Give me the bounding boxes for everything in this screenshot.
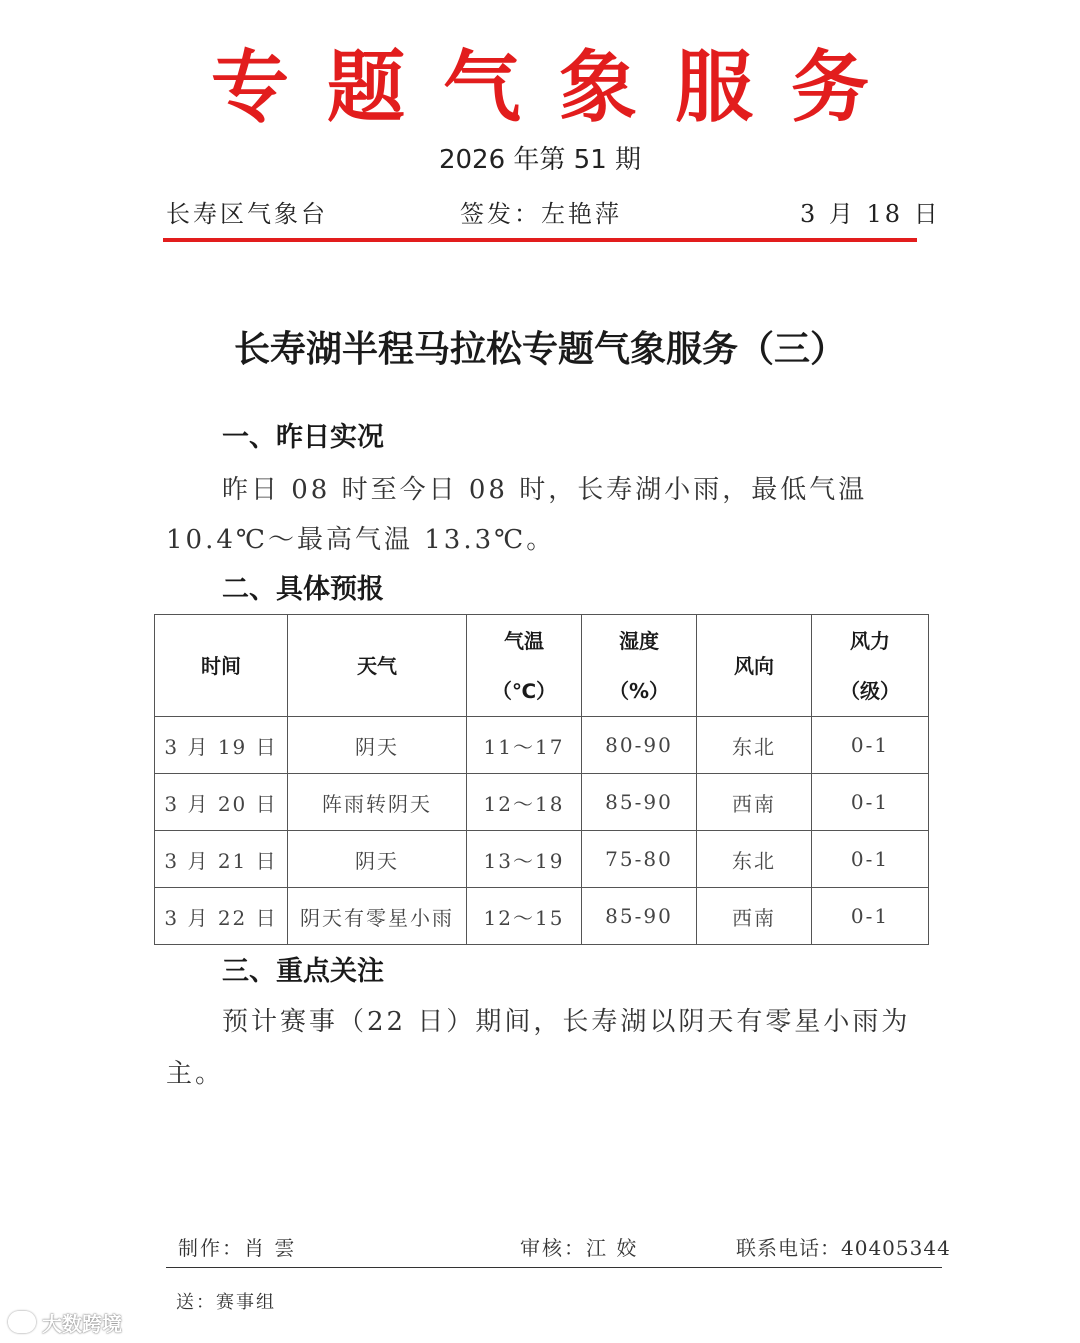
date-cell: 3 月 19 日 [155, 717, 288, 774]
humidity-cell: 85-90 [582, 774, 697, 831]
wind-direction-cell: 西南 [697, 888, 812, 945]
col-header-weather: 天气 [288, 615, 467, 717]
issue-date: 3 月 18 日 [800, 200, 941, 228]
col-header-time: 时间 [155, 615, 288, 717]
humidity-cell: 80-90 [582, 717, 697, 774]
forecast-table [154, 614, 929, 945]
footer-divider [166, 1267, 942, 1268]
wind-direction-cell: 东北 [697, 831, 812, 888]
section-heading-2: 二、具体预报 [222, 574, 384, 605]
send-to: 送：赛事组 [176, 1292, 276, 1313]
wind-force-cell: 0-1 [812, 717, 929, 774]
temperature-cell: 12～15 [467, 888, 582, 945]
wind-force-cell: 0-1 [812, 888, 929, 945]
weather-cell: 阵雨转阴天 [288, 774, 467, 831]
humidity-cell: 75-80 [582, 831, 697, 888]
issuer: 长寿区气象台 [166, 200, 328, 228]
focus-line-2: 主。 [166, 1059, 225, 1089]
date-cell: 3 月 20 日 [155, 774, 288, 831]
infinity-logo-icon [8, 1311, 36, 1333]
col-header-humidity: 湿度 （%） [582, 615, 697, 717]
section-heading-3: 三、重点关注 [222, 956, 384, 987]
col-header-wind-direction: 风向 [697, 615, 812, 717]
maker: 制作：肖 雲 [178, 1236, 297, 1260]
wind-direction-cell: 东北 [697, 717, 812, 774]
table-row [155, 888, 929, 945]
temperature-cell: 11～17 [467, 717, 582, 774]
section-heading-1: 一、昨日实况 [222, 422, 384, 453]
col-header-wind-force: 风力 （级） [812, 615, 929, 717]
table-header-row [155, 615, 929, 717]
watermark [8, 1306, 122, 1338]
masthead-title: 专题气象服务 [210, 43, 907, 133]
date-cell: 3 月 21 日 [155, 831, 288, 888]
watermark-text: 大数跨境 [42, 1311, 122, 1336]
reviewer: 审核：江 姣 [520, 1236, 639, 1260]
table-row [155, 774, 929, 831]
humidity-cell: 85-90 [582, 888, 697, 945]
red-divider [163, 238, 917, 242]
weather-cell: 阴天 [288, 717, 467, 774]
observation-line-1: 昨日 08 时至今日 08 时，长寿湖小雨，最低气温 [222, 475, 868, 505]
contact-phone: 联系电话：40405344 [736, 1236, 951, 1260]
date-cell: 3 月 22 日 [155, 888, 288, 945]
table-row [155, 717, 929, 774]
col-header-temperature: 气温 （℃） [467, 615, 582, 717]
document-title: 长寿湖半程马拉松专题气象服务（三） [233, 329, 846, 370]
table-row [155, 831, 929, 888]
observation-line-2: 10.4℃～最高气温 13.3℃。 [166, 525, 556, 555]
issue-number: 2026 年第 51 期 [438, 145, 642, 175]
weather-cell: 阴天 [288, 831, 467, 888]
wind-force-cell: 0-1 [812, 774, 929, 831]
focus-line-1: 预计赛事（22 日）期间，长寿湖以阴天有零星小雨为 [222, 1007, 911, 1037]
wind-force-cell: 0-1 [812, 831, 929, 888]
temperature-cell: 13～19 [467, 831, 582, 888]
wind-direction-cell: 西南 [697, 774, 812, 831]
weather-cell: 阴天有零星小雨 [288, 888, 467, 945]
signer: 签发：左艳萍 [460, 200, 622, 228]
temperature-cell: 12～18 [467, 774, 582, 831]
